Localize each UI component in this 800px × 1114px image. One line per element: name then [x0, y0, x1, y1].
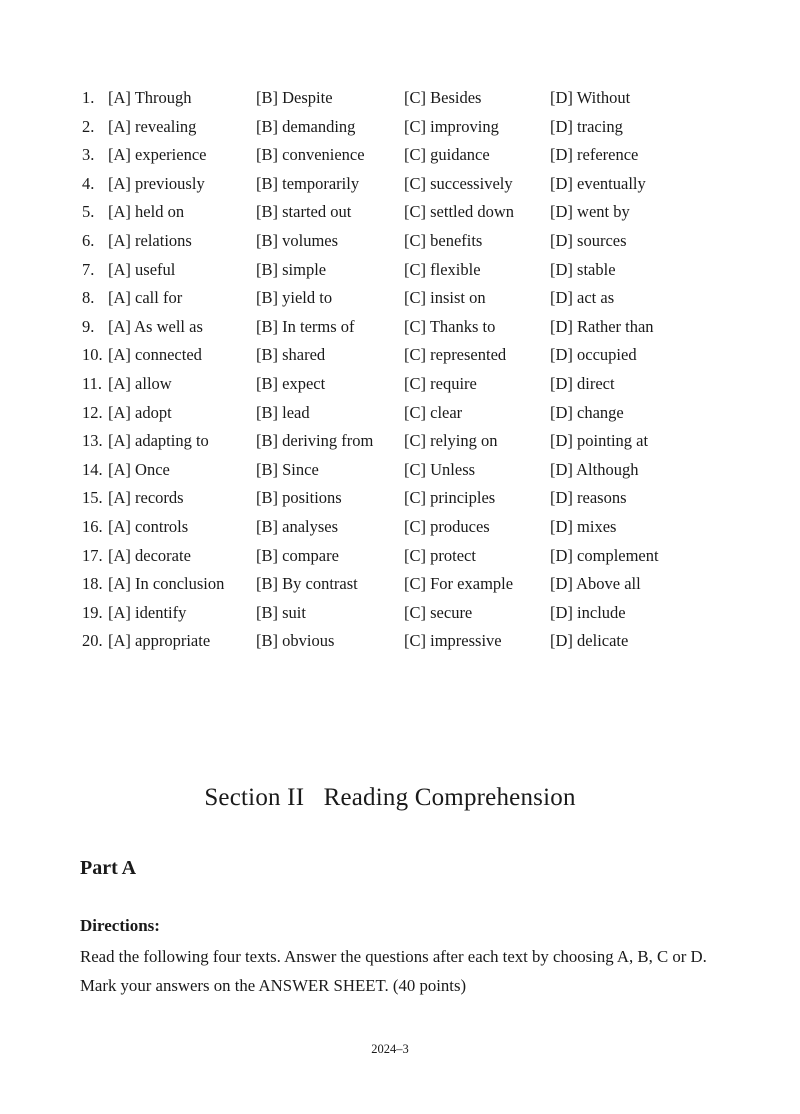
question-number: 1. [82, 88, 95, 107]
option-d: [D] mixes [550, 516, 617, 536]
question-row [82, 256, 702, 285]
option-b: [B] compare [256, 545, 339, 565]
option-a: [A] identify [108, 602, 187, 622]
option-b: [B] lead [256, 402, 310, 422]
option-c: [C] settled down [404, 202, 514, 222]
option-c: [C] Thanks to [404, 316, 496, 336]
question-row [82, 341, 702, 370]
question-number: 7. [82, 259, 95, 279]
directions-text: Read the following four texts. Answer the questions after each text by choosing A, B, C or D. Mark your answers on the ANSWER SHEET. (40 points) [80, 947, 707, 995]
option-a: [A] Once [108, 459, 170, 479]
option-a: [A] held on [108, 202, 185, 222]
option-a: [A] Through [108, 88, 192, 107]
part-title: Part A [80, 857, 137, 879]
option-b: [B] suit [256, 602, 306, 622]
question-number: 10. [82, 345, 103, 365]
question-number: 17. [82, 545, 103, 565]
directions-heading: Directions: [80, 916, 160, 935]
option-a: [A] connected [108, 345, 202, 365]
question-row [82, 484, 702, 513]
option-d: [D] direct [550, 373, 615, 393]
option-b: [B] convenience [256, 145, 365, 165]
option-b: [B] deriving from [256, 431, 374, 451]
question-row [82, 599, 702, 628]
option-d: [D] reference [550, 145, 639, 165]
question-number: 19. [82, 602, 103, 622]
option-a: [A] useful [108, 259, 176, 279]
question-row [82, 542, 702, 571]
option-a: [A] appropriate [108, 631, 211, 651]
question-number: 11. [82, 373, 103, 393]
option-d: [D] complement [550, 545, 659, 565]
option-c: [C] For example [404, 574, 514, 594]
option-c: [C] produces [404, 516, 490, 536]
option-b: [B] Despite [256, 88, 333, 107]
option-c: [C] clear [404, 402, 463, 422]
option-b: [B] yield to [256, 288, 333, 308]
question-list [82, 84, 702, 656]
question-number: 2. [82, 116, 95, 136]
question-number: 9. [82, 316, 95, 336]
option-d: [D] Without [550, 88, 631, 107]
question-row [82, 313, 702, 342]
option-d: [D] change [550, 402, 624, 422]
question-row [82, 170, 702, 199]
question-row [82, 227, 702, 256]
question-row [82, 570, 702, 599]
option-a: [A] controls [108, 516, 189, 536]
option-b: [B] started out [256, 202, 352, 222]
option-b: [B] shared [256, 345, 326, 365]
question-row [82, 399, 702, 428]
question-row [82, 284, 702, 313]
option-c: [C] guidance [404, 145, 490, 165]
option-b: [B] volumes [256, 230, 339, 250]
option-d: [D] sources [550, 230, 627, 250]
option-b: [B] By contrast [256, 574, 358, 594]
option-c: [C] successively [404, 173, 513, 193]
page-number: 2024–3 [371, 1042, 409, 1056]
question-number: 12. [82, 402, 103, 422]
option-c: [C] principles [404, 488, 496, 508]
option-d: [D] stable [550, 259, 616, 279]
option-d: [D] include [550, 602, 626, 622]
question-number: 3. [82, 145, 95, 165]
option-c: [C] relying on [404, 431, 498, 451]
option-c: [C] represented [404, 345, 507, 365]
option-d: [D] occupied [550, 345, 637, 365]
option-c: [C] flexible [404, 259, 481, 279]
option-b: [B] In terms of [256, 316, 355, 336]
question-number: 4. [82, 173, 95, 193]
question-row [82, 198, 702, 227]
option-a: [A] call for [108, 288, 183, 308]
question-number: 18. [82, 574, 103, 594]
option-d: [D] pointing at [550, 431, 649, 451]
option-b: [B] Since [256, 459, 319, 479]
option-c: [C] insist on [404, 288, 486, 308]
option-d: [D] delicate [550, 631, 629, 651]
question-number: 16. [82, 516, 103, 536]
option-d: [D] eventually [550, 173, 646, 193]
option-d: [D] Above all [550, 574, 641, 594]
option-b: [B] expect [256, 373, 326, 393]
option-a: [A] allow [108, 373, 172, 393]
question-number: 6. [82, 230, 95, 250]
option-d: [D] act as [550, 288, 615, 308]
option-b: [B] demanding [256, 116, 356, 136]
option-a: [A] records [108, 488, 184, 508]
question-number: 20. [82, 631, 103, 651]
question-number: 15. [82, 488, 103, 508]
option-d: [D] Although [550, 459, 639, 479]
section-title: Section II Reading Comprehension [204, 784, 576, 811]
option-a: [A] In conclusion [108, 574, 225, 594]
option-b: [B] simple [256, 259, 327, 279]
question-row [82, 627, 702, 656]
option-a: [A] previously [108, 173, 205, 193]
option-a: [A] experience [108, 145, 207, 165]
question-number: 5. [82, 202, 95, 222]
option-a: [A] adapting to [108, 431, 209, 451]
option-d: [D] reasons [550, 488, 627, 508]
question-row [82, 513, 702, 542]
option-a: [A] As well as [108, 316, 203, 336]
option-a: [A] decorate [108, 545, 191, 565]
question-row [82, 84, 702, 113]
option-c: [C] improving [404, 116, 499, 136]
option-b: [B] analyses [256, 516, 339, 536]
option-a: [A] revealing [108, 116, 197, 136]
question-row [82, 113, 702, 142]
option-c: [C] secure [404, 602, 473, 622]
option-c: [C] impressive [404, 631, 502, 651]
option-a: [A] adopt [108, 402, 172, 422]
option-d: [D] went by [550, 202, 630, 222]
question-number: 8. [82, 288, 95, 308]
question-row [82, 456, 702, 485]
option-c: [C] protect [404, 545, 476, 565]
option-d: [D] tracing [550, 116, 623, 136]
option-b: [B] positions [256, 488, 342, 508]
option-c: [C] Besides [404, 88, 482, 107]
option-b: [B] obvious [256, 631, 335, 651]
question-row [82, 370, 702, 399]
question-row [82, 141, 702, 170]
option-c: [C] Unless [404, 459, 476, 479]
option-c: [C] benefits [404, 230, 483, 250]
question-number: 13. [82, 431, 103, 451]
option-b: [B] temporarily [256, 173, 360, 193]
option-c: [C] require [404, 373, 477, 393]
option-a: [A] relations [108, 230, 192, 250]
option-d: [D] Rather than [550, 316, 654, 336]
question-row [82, 427, 702, 456]
question-number: 14. [82, 459, 103, 479]
